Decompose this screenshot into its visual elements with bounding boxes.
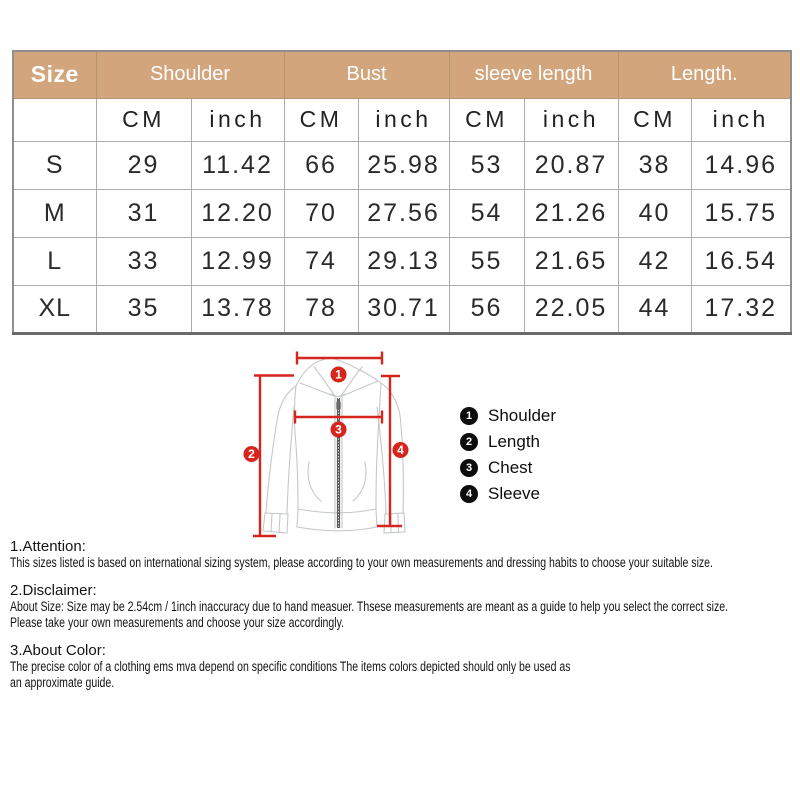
value-cell: 53 bbox=[449, 141, 524, 189]
size-label: XL bbox=[13, 285, 96, 333]
value-cell: 78 bbox=[284, 285, 358, 333]
marker-4-number: 4 bbox=[397, 443, 404, 458]
unit-cell: inch bbox=[691, 98, 791, 141]
table-row-m bbox=[13, 189, 791, 237]
note-attention-text: This sizes listed is based on international sizing system, please according to your own measurements and dressing habits to choose your suitable size. bbox=[10, 555, 713, 570]
legend-label: Chest bbox=[488, 458, 533, 477]
header-size: Size bbox=[13, 51, 96, 98]
note-about-color-text: The precise color of a clothing ems mva depend on specific conditions The items colors depicted should only be used as bbox=[10, 659, 571, 674]
unit-cell: inch bbox=[524, 98, 618, 141]
unit-cell: CM bbox=[618, 98, 691, 141]
legend-item-length bbox=[460, 429, 556, 455]
legend-item-chest bbox=[460, 455, 556, 481]
unit-cell: CM bbox=[284, 98, 358, 141]
unit-cell: inch bbox=[191, 98, 284, 141]
value-cell: 27.56 bbox=[358, 189, 449, 237]
marker-1-number: 1 bbox=[335, 367, 342, 382]
value-cell: 33 bbox=[96, 237, 191, 285]
header-shoulder: Shoulder bbox=[96, 51, 284, 98]
value-cell: 13.78 bbox=[191, 285, 284, 333]
note-about-color-title: 3.About Color: bbox=[10, 642, 106, 659]
value-cell: 12.99 bbox=[191, 237, 284, 285]
value-cell: 54 bbox=[449, 189, 524, 237]
value-cell: 42 bbox=[618, 237, 691, 285]
value-cell: 70 bbox=[284, 189, 358, 237]
value-cell: 29 bbox=[96, 141, 191, 189]
value-cell: 29.13 bbox=[358, 237, 449, 285]
value-cell: 21.26 bbox=[524, 189, 618, 237]
value-cell: 40 bbox=[618, 189, 691, 237]
legend-item-shoulder bbox=[460, 403, 556, 429]
legend-bullet-2: 2 bbox=[460, 433, 478, 451]
header-sleeve-length: sleeve length bbox=[449, 51, 618, 98]
legend-bullet-3: 3 bbox=[460, 459, 478, 477]
unit-empty-cell bbox=[13, 98, 96, 141]
value-cell: 44 bbox=[618, 285, 691, 333]
size-table bbox=[12, 50, 792, 335]
value-cell: 11.42 bbox=[191, 141, 284, 189]
value-cell: 35 bbox=[96, 285, 191, 333]
legend-label: Shoulder bbox=[488, 406, 557, 425]
value-cell: 21.65 bbox=[524, 237, 618, 285]
unit-cell: inch bbox=[358, 98, 449, 141]
note-disclaimer bbox=[10, 582, 800, 631]
value-cell: 74 bbox=[284, 237, 358, 285]
note-disclaimer-title: 2.Disclaimer: bbox=[10, 582, 97, 599]
legend-label: Length bbox=[488, 432, 540, 451]
table-row-s bbox=[13, 141, 791, 189]
measurement-lines bbox=[253, 352, 402, 537]
value-cell: 66 bbox=[284, 141, 358, 189]
value-cell: 14.96 bbox=[691, 141, 791, 189]
legend-label: Sleeve bbox=[488, 484, 540, 503]
value-cell: 15.75 bbox=[691, 189, 791, 237]
unit-cell: CM bbox=[449, 98, 524, 141]
value-cell: 56 bbox=[449, 285, 524, 333]
table-unit-row bbox=[13, 98, 791, 141]
table-row-xl bbox=[13, 285, 791, 333]
note-about-color bbox=[10, 642, 800, 691]
value-cell: 17.32 bbox=[691, 285, 791, 333]
hoodie-measurement-diagram bbox=[230, 345, 430, 547]
note-disclaimer-text: About Size: Size may be 2.54cm / 1inch inaccuracy due to hand measuer. Thsese measurements are meant as a guide to help you select the correct size. bbox=[10, 599, 728, 614]
legend-bullet-1: 1 bbox=[460, 407, 478, 425]
value-cell: 12.20 bbox=[191, 189, 284, 237]
legend-item-sleeve bbox=[460, 481, 556, 507]
marker-3-number: 3 bbox=[335, 422, 342, 437]
value-cell: 20.87 bbox=[524, 141, 618, 189]
note-attention bbox=[10, 538, 800, 571]
table-row-l bbox=[13, 237, 791, 285]
value-cell: 30.71 bbox=[358, 285, 449, 333]
note-disclaimer-text: Please take your own measurements and choose your size accordingly. bbox=[10, 615, 345, 630]
header-bust: Bust bbox=[284, 51, 449, 98]
value-cell: 55 bbox=[449, 237, 524, 285]
notes-section bbox=[10, 538, 800, 702]
legend-bullet-4: 4 bbox=[460, 485, 478, 503]
header-length: Length. bbox=[618, 51, 791, 98]
size-label: S bbox=[13, 141, 96, 189]
zipper-pull bbox=[336, 401, 340, 410]
note-attention-title: 1.Attention: bbox=[10, 538, 86, 555]
measurement-legend bbox=[460, 403, 556, 507]
shoulder-measure-line bbox=[297, 352, 382, 365]
value-cell: 31 bbox=[96, 189, 191, 237]
unit-cell: CM bbox=[96, 98, 191, 141]
note-about-color-text: an approximate guide. bbox=[10, 675, 115, 690]
table-header-row bbox=[13, 51, 791, 98]
size-label: L bbox=[13, 237, 96, 285]
value-cell: 22.05 bbox=[524, 285, 618, 333]
size-label: M bbox=[13, 189, 96, 237]
value-cell: 16.54 bbox=[691, 237, 791, 285]
hoodie-sketch bbox=[263, 358, 405, 533]
value-cell: 38 bbox=[618, 141, 691, 189]
marker-2-number: 2 bbox=[248, 447, 255, 462]
value-cell: 25.98 bbox=[358, 141, 449, 189]
